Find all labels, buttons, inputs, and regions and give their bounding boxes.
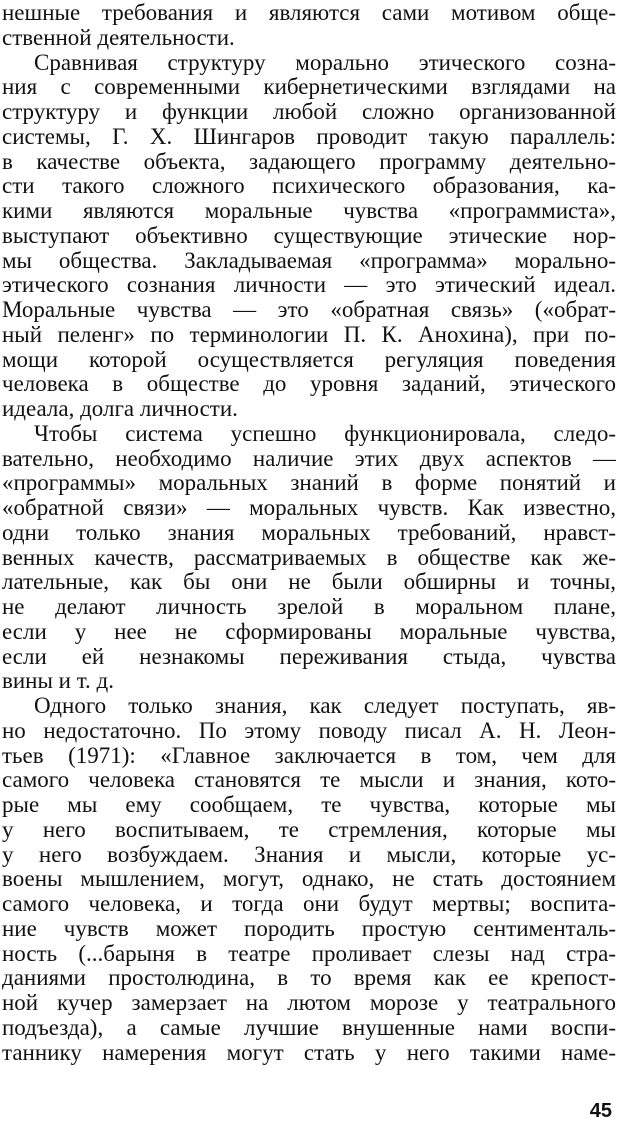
text-line: сти такого сложного психического образования, ка- xyxy=(2,174,616,199)
text-line: Сравнивая структуру морально этического созна- xyxy=(34,50,616,75)
text-line: но недостаточно. По этому поводу писал А. Н. Леон- xyxy=(2,718,616,743)
text-line: у него возбуждаем. Знания и мысли, которые ус- xyxy=(2,842,616,867)
text-line: нешные требования и являются сами мотивом обще- xyxy=(2,1,616,25)
text-line: таннику намерения могут стать у него такими наме- xyxy=(2,1040,616,1065)
text-line: выступают объективно существующие этические нор- xyxy=(2,223,616,248)
text-line: если ей незнакомы переживания стыда, чувства xyxy=(2,644,616,669)
text-line: одни только знания моральных требований, нравст- xyxy=(2,520,616,545)
text-line: у него воспитываем, те стремления, которые мы xyxy=(2,817,616,842)
text-line: даниями простолюдина, в то время как ее крепост- xyxy=(2,966,616,991)
text-line: ной кучер замерзает на лютом морозе у театрального xyxy=(2,991,616,1015)
text-line: если у нее не сформированы моральные чувства, xyxy=(2,619,616,644)
text-line: воены мышлением, могут, однако, не стать достоянием xyxy=(2,867,616,892)
text-line: этического сознания личности — это этический идеал. xyxy=(2,273,616,298)
text-line: человека в обществе до уровня заданий, этического xyxy=(2,372,616,397)
text-line: идеала, долга личности. xyxy=(2,397,238,421)
text-line: вины и т. д. xyxy=(2,669,115,694)
text-line: «обратной связи» — моральных чувств. Как известно, xyxy=(2,496,616,520)
text-line: мощи которой осуществляется регуляция поведения xyxy=(2,347,616,372)
text-line: Чтобы система успешно функционировала, следо- xyxy=(34,421,616,446)
text-line: в качестве объекта, задающего программу деятельно- xyxy=(2,149,616,174)
text-line: самого человека, и тогда они будут мертвы; воспита- xyxy=(2,892,616,916)
text-line: структуру и функции любой сложно организованной xyxy=(2,100,616,124)
body-text xyxy=(2,1,616,1065)
text-line: самого человека становятся те мысли и знания, кото- xyxy=(2,768,616,793)
text-line: мы общества. Закладываемая «программа» морально- xyxy=(2,248,616,273)
text-line: «программы» моральных знаний в форме понятий и xyxy=(2,471,616,496)
text-line: тьев (1971): «Главное заключается в том, чем для xyxy=(2,743,616,768)
text-line: ный пеленг» по терминологии П. К. Анохина), при по- xyxy=(2,322,616,347)
text-line: подъезда), а самые лучшие внушенные нами воспи- xyxy=(2,1015,616,1040)
text-line: рые мы ему сообщаем, те чувства, которые мы xyxy=(2,793,616,817)
text-line: ния с современными кибернетическими взглядами на xyxy=(2,75,616,100)
text-line: кими являются моральные чувства «программиста», xyxy=(2,199,616,223)
text-line: Моральные чувства — это «обратная связь» («обрат- xyxy=(2,298,616,322)
text-line: лательные, как бы они не были обширны и точны, xyxy=(2,570,616,595)
text-line: вательно, необходимо наличие этих двух аспектов — xyxy=(2,446,616,471)
text-line: ние чувств может породить простую сентименталь- xyxy=(2,916,616,941)
text-line: венных качеств, рассматриваемых в обществе как же- xyxy=(2,545,616,570)
text-line: ность (...барыня в театре проливает слезы над стра- xyxy=(2,941,616,966)
text-line: Одного только знания, как следует поступать, яв- xyxy=(34,694,616,718)
page-number: 45 xyxy=(589,1100,612,1122)
text-line: не делают личность зрелой в моральном плане, xyxy=(2,595,616,619)
text-line: системы, Г. Х. Шингаров проводит такую параллель: xyxy=(2,124,616,149)
text-line: ственной деятельности. xyxy=(2,25,235,50)
